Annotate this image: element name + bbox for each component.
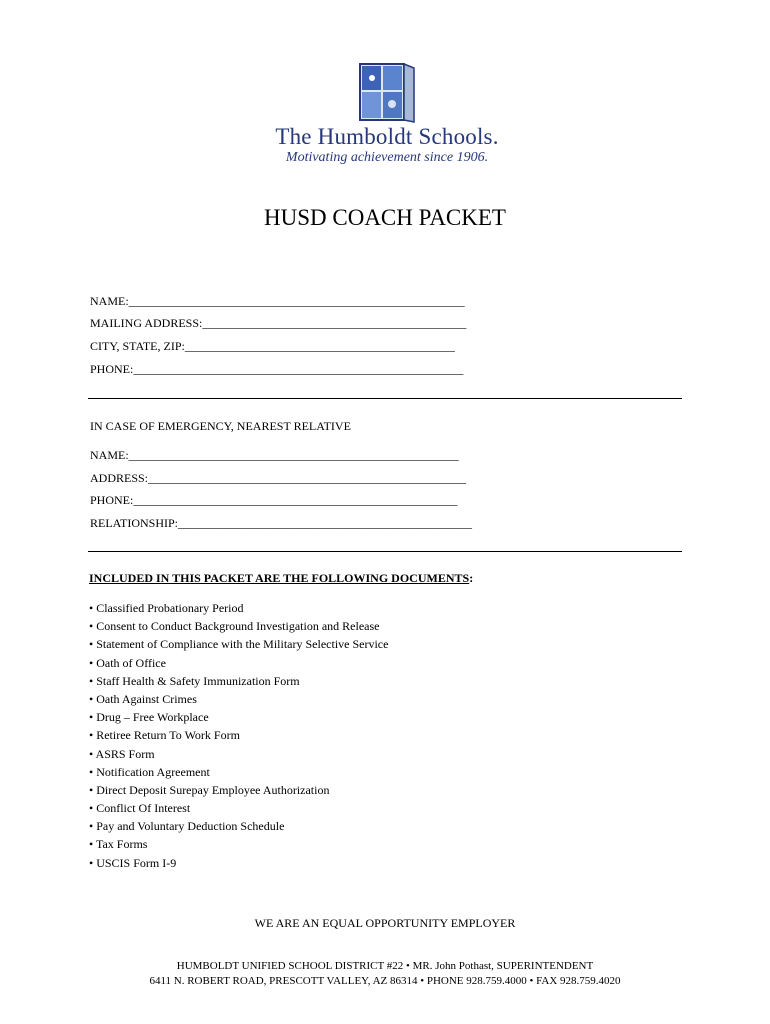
list-item: • Drug – Free Workplace	[89, 710, 209, 725]
documents-list	[89, 599, 388, 872]
logo-tagline: Motivating achievement since 1906.	[285, 150, 489, 165]
list-item: • Consent to Conduct Background Investigation and Release	[89, 619, 380, 634]
name-field[interactable]	[90, 294, 465, 308]
list-item: • Oath of Office	[89, 655, 166, 670]
page-title: HUSD COACH PACKET	[264, 205, 506, 230]
list-item: • Conflict Of Interest	[89, 801, 191, 816]
list-item: • Notification Agreement	[89, 764, 210, 779]
list-item: • Classified Probationary Period	[89, 601, 244, 615]
field-label: RELATIONSHIP:	[90, 516, 179, 530]
list-item: • Statement of Compliance with the Military Selective Service	[89, 637, 389, 652]
emergency-name-field[interactable]	[90, 448, 459, 462]
divider	[88, 551, 682, 552]
list-item: • ASRS Form	[89, 746, 155, 761]
documents-heading	[89, 571, 473, 585]
equal-opportunity-statement: WE ARE AN EQUAL OPPORTUNITY EMPLOYER	[254, 916, 516, 930]
documents-heading-colon: :	[469, 571, 474, 585]
field-label: PHONE:	[90, 362, 134, 376]
footer-line-1: HUMBOLDT UNIFIED SCHOOL DISTRICT #22 • MR. John Pothast, SUPERINTENDENT	[176, 960, 594, 972]
field-blank: ______________________________________________________	[133, 493, 458, 507]
list-item: • Direct Deposit Surepay Employee Authorization	[89, 782, 330, 797]
field-blank: _________________________________________________	[178, 516, 473, 530]
footer-line-2: 6411 N. ROBERT ROAD, PRESCOTT VALLEY, AZ 86314 • PHONE 928.759.4000 • FAX 928.759.4020	[149, 975, 621, 987]
field-blank: _____________________________________________	[184, 339, 455, 353]
city-state-zip-field[interactable]	[90, 339, 455, 353]
field-blank: ________________________________________________________	[128, 294, 465, 308]
field-label: NAME:	[90, 294, 129, 308]
emergency-heading: IN CASE OF EMERGENCY, NEAREST RELATIVE	[90, 419, 351, 433]
documents-heading-text: INCLUDED IN THIS PACKET ARE THE FOLLOWING DOCUMENTS	[89, 571, 470, 585]
logo-school-name: The Humboldt Schools.	[275, 124, 499, 149]
list-item: • USCIS Form I-9	[89, 855, 177, 870]
relationship-field[interactable]	[90, 516, 472, 530]
emergency-phone-field[interactable]	[90, 493, 457, 507]
list-item: • Retiree Return To Work Form	[89, 728, 240, 743]
field-blank: _______________________________________________________	[133, 362, 464, 376]
list-item: • Pay and Voluntary Deduction Schedule	[89, 819, 285, 834]
field-blank: ____________________________________________	[202, 316, 467, 330]
field-label: CITY, STATE, ZIP:	[90, 339, 185, 353]
school-logo	[262, 62, 512, 182]
list-item: • Staff Health & Safety Immunization Form	[89, 673, 300, 688]
window-logo-icon	[358, 62, 416, 124]
field-label: NAME:	[90, 448, 129, 462]
field-label: ADDRESS:	[90, 471, 149, 485]
field-blank: _______________________________________________________	[128, 448, 459, 462]
field-label: MAILING ADDRESS:	[90, 316, 203, 330]
field-blank: _____________________________________________________	[148, 471, 467, 485]
phone-field[interactable]	[90, 362, 463, 376]
field-label: PHONE:	[90, 493, 134, 507]
divider	[88, 398, 682, 399]
list-item: • Oath Against Crimes	[89, 691, 197, 706]
emergency-address-field[interactable]	[90, 471, 466, 485]
mailing-address-field[interactable]	[90, 316, 466, 330]
list-item: • Tax Forms	[89, 837, 148, 852]
